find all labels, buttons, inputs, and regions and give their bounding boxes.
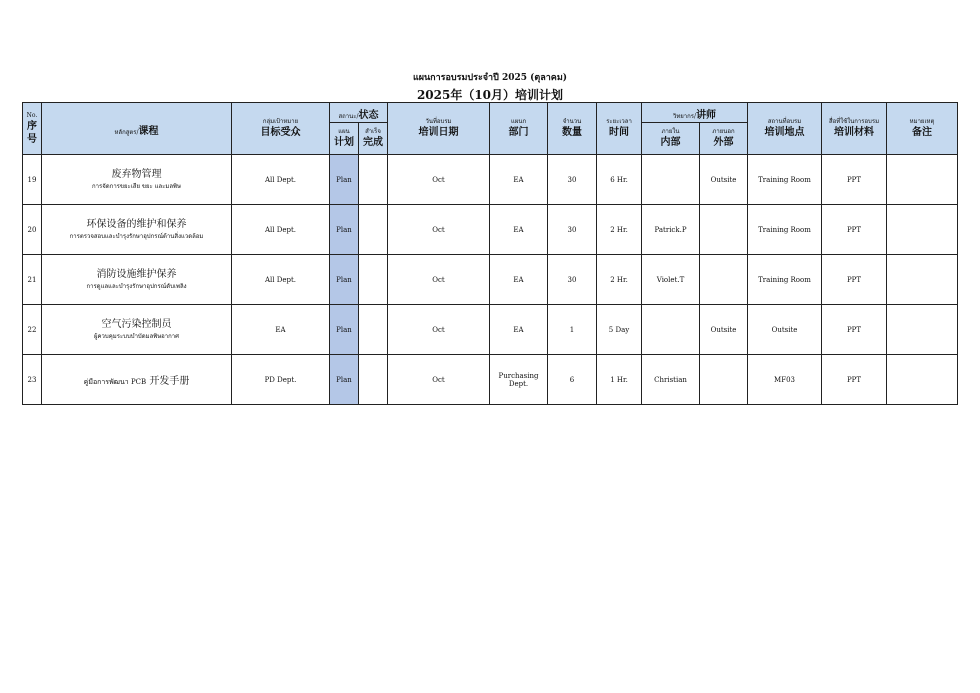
cell-dept: EA xyxy=(490,305,548,355)
cell-dept: Purchasing Dept. xyxy=(490,355,548,405)
header-material: สื่อที่ใช้ในการอบรม 培训材料 xyxy=(822,103,887,155)
cell-qty: 30 xyxy=(548,155,597,205)
header-plan: แผน 计划 xyxy=(330,123,359,155)
cell-location: Training Room xyxy=(748,155,822,205)
header-internal: ภายใน 内部 xyxy=(642,123,700,155)
cell-no: 19 xyxy=(23,155,42,205)
cell-remark xyxy=(887,205,958,255)
cell-time: 2 Hr. xyxy=(597,255,642,305)
cell-target: PD Dept. xyxy=(232,355,330,405)
cell-course: คู่มือการพัฒนา PCB 开发手册 xyxy=(42,355,232,405)
cell-dept: EA xyxy=(490,155,548,205)
header-remark: หมายเหตุ 备注 xyxy=(887,103,958,155)
cell-external xyxy=(700,355,748,405)
cell-course: 消防设施维护保养 การดูแลและบำรุงรักษาอุปกรณ์ดับเพลิง xyxy=(42,255,232,305)
table-row xyxy=(23,305,958,355)
cell-done xyxy=(359,255,388,305)
cell-plan: Plan xyxy=(330,205,359,255)
cell-course: 空气污染控制员 ผู้ควบคุมระบบบำบัดมลพิษอากาศ xyxy=(42,305,232,355)
cell-material: PPT xyxy=(822,255,887,305)
cell-date: Oct xyxy=(388,255,490,305)
cell-target: All Dept. xyxy=(232,255,330,305)
cell-qty: 6 xyxy=(548,355,597,405)
header-time: ระยะเวลา 时间 xyxy=(597,103,642,155)
cell-dept: EA xyxy=(490,205,548,255)
cell-done xyxy=(359,155,388,205)
cell-date: Oct xyxy=(388,205,490,255)
cell-qty: 30 xyxy=(548,205,597,255)
cell-course: 废弃物管理 การจัดการขยะเสีย ขยะ และมลพิษ xyxy=(42,155,232,205)
cell-time: 1 Hr. xyxy=(597,355,642,405)
header-date: วันที่อบรม 培训日期 xyxy=(388,103,490,155)
cell-external xyxy=(700,255,748,305)
cell-remark xyxy=(887,255,958,305)
cell-internal: Patrick.P xyxy=(642,205,700,255)
cell-plan: Plan xyxy=(330,155,359,205)
cell-internal xyxy=(642,305,700,355)
cell-target: All Dept. xyxy=(232,155,330,205)
header-trainer: วิทยากร/讲师 xyxy=(642,103,748,123)
header-dept: แผนก 部门 xyxy=(490,103,548,155)
cell-qty: 30 xyxy=(548,255,597,305)
cell-internal: Christian xyxy=(642,355,700,405)
cell-remark xyxy=(887,355,958,405)
cell-time: 2 Hr. xyxy=(597,205,642,255)
cell-no: 23 xyxy=(23,355,42,405)
header-status: สถานะ/状态 xyxy=(330,103,388,123)
cell-external: Outsite xyxy=(700,305,748,355)
cell-dept: EA xyxy=(490,255,548,305)
cell-no: 20 xyxy=(23,205,42,255)
cell-target: All Dept. xyxy=(232,205,330,255)
cell-target: EA xyxy=(232,305,330,355)
header-done: สำเร็จ 完成 xyxy=(359,123,388,155)
header-no: No. 序号 xyxy=(23,103,42,155)
training-plan-table xyxy=(22,102,958,405)
title-chinese: 2025年（10月）培训计划 xyxy=(416,88,564,102)
cell-location: Training Room xyxy=(748,205,822,255)
cell-external xyxy=(700,205,748,255)
cell-no: 22 xyxy=(23,305,42,355)
cell-material: PPT xyxy=(822,355,887,405)
cell-plan: Plan xyxy=(330,305,359,355)
cell-location: MF03 xyxy=(748,355,822,405)
cell-course: 环保设备的维护和保养 การตรวจสอบและบำรุงรักษาอุปกรณ์ด้านสิ่งแวดล้อม xyxy=(42,205,232,255)
cell-location: Training Room xyxy=(748,255,822,305)
cell-internal xyxy=(642,155,700,205)
cell-date: Oct xyxy=(388,155,490,205)
cell-time: 6 Hr. xyxy=(597,155,642,205)
table-row xyxy=(23,355,958,405)
cell-done xyxy=(359,355,388,405)
cell-plan: Plan xyxy=(330,355,359,405)
cell-internal: Violet.T xyxy=(642,255,700,305)
cell-location: Outsite xyxy=(748,305,822,355)
header-target: กลุ่มเป้าหมาย 目标受众 xyxy=(232,103,330,155)
cell-external: Outsite xyxy=(700,155,748,205)
header-course: หลักสูตร/课程 xyxy=(42,103,232,155)
cell-time: 5 Day xyxy=(597,305,642,355)
header-qty: จำนวน 数量 xyxy=(548,103,597,155)
cell-material: PPT xyxy=(822,305,887,355)
table-row xyxy=(23,155,958,205)
cell-done xyxy=(359,205,388,255)
cell-plan: Plan xyxy=(330,255,359,305)
cell-done xyxy=(359,305,388,355)
cell-material: PPT xyxy=(822,155,887,205)
cell-remark xyxy=(887,155,958,205)
table-row xyxy=(23,205,958,255)
cell-no: 21 xyxy=(23,255,42,305)
title-thai: แผนการอบรมประจำปี 2025 (ตุลาคม) xyxy=(412,73,568,83)
header-location: สถานที่อบรม 培训地点 xyxy=(748,103,822,155)
cell-material: PPT xyxy=(822,205,887,255)
cell-date: Oct xyxy=(388,305,490,355)
cell-qty: 1 xyxy=(548,305,597,355)
table-row xyxy=(23,255,958,305)
header-external: ภายนอก 外部 xyxy=(700,123,748,155)
cell-remark xyxy=(887,305,958,355)
cell-date: Oct xyxy=(388,355,490,405)
